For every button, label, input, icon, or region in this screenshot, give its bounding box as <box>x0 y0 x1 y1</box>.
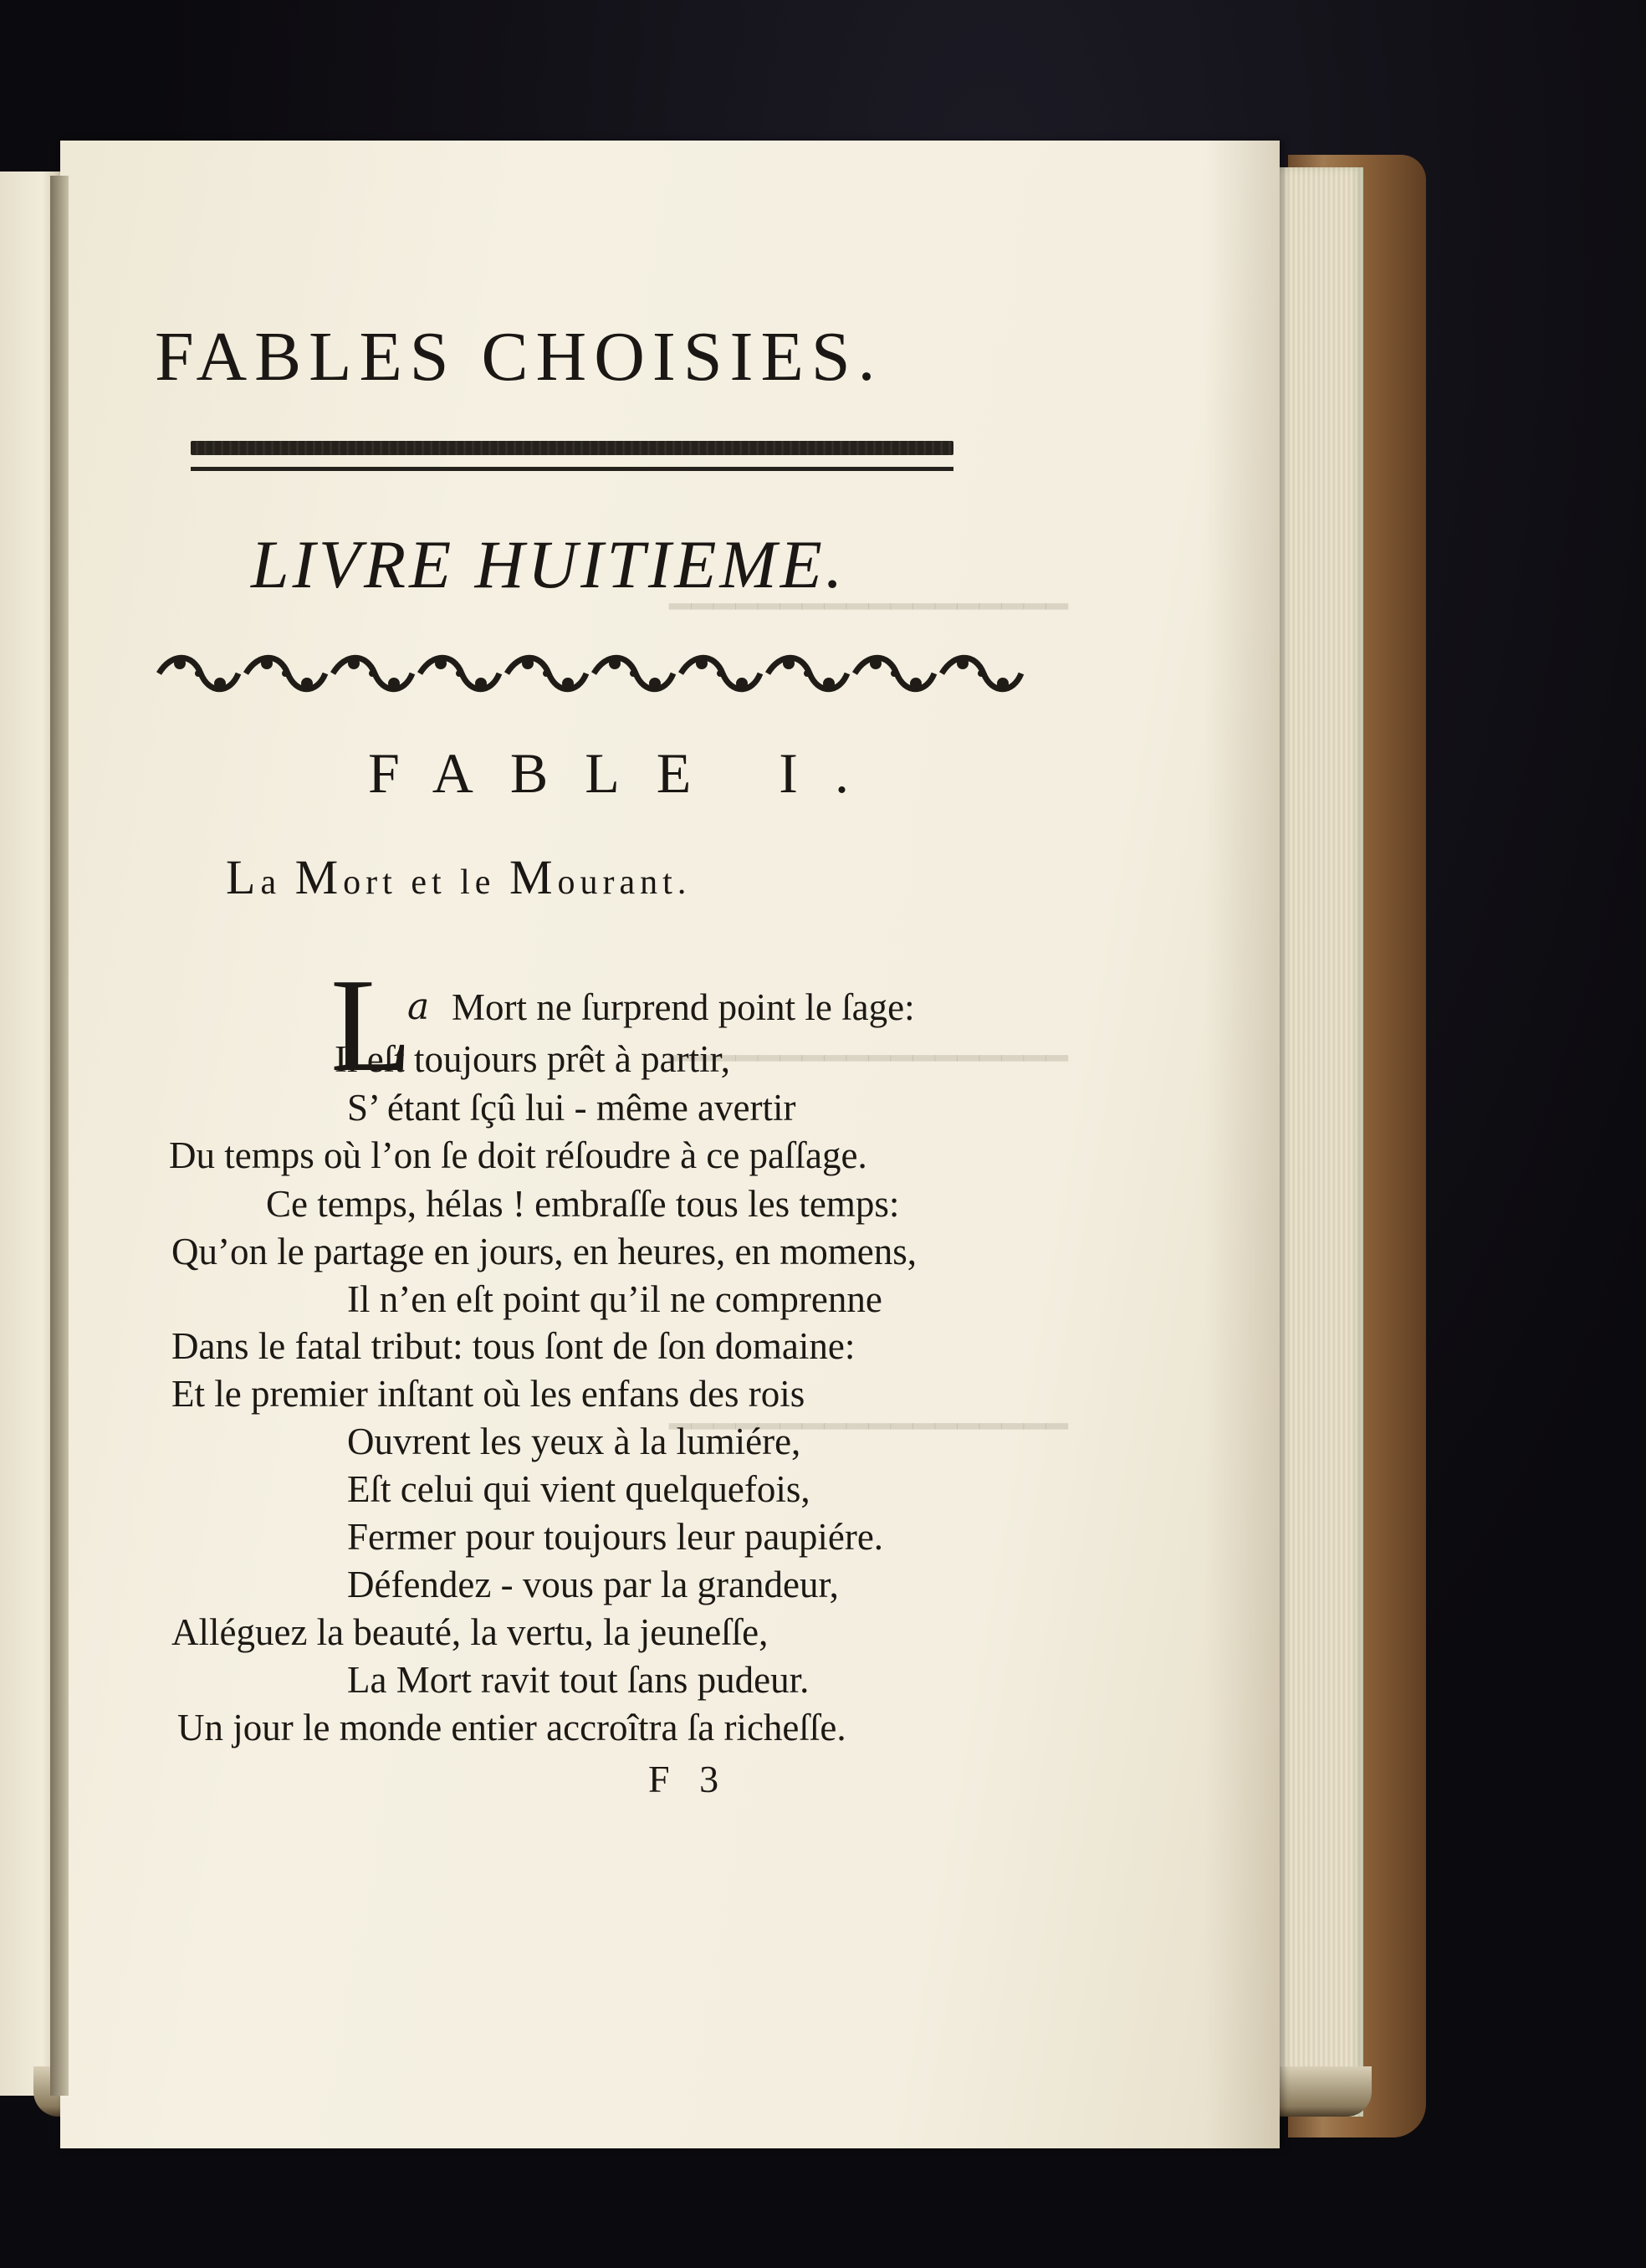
poem-line: Fermer pour toujours leur paupiére. <box>347 1516 884 1558</box>
poem-line: La Mort ravit tout ſans pudeur. <box>347 1659 810 1701</box>
fleuron-ornament-band <box>155 648 1029 699</box>
page-gutter <box>50 176 69 2096</box>
book-title: LIVRE HUITIEME. <box>251 526 846 602</box>
fable-title-smallcaps: ort et le <box>343 863 509 902</box>
poem-line: Qu’on le partage en jours, en heures, en momens, <box>171 1231 917 1272</box>
poem-line: Il n’en eſt point qu’il ne comprenne <box>347 1278 882 1320</box>
poem-line: Eſt celui qui vient quelquefois, <box>347 1468 810 1510</box>
poem-line: S’ étant ſçû lui - même avertir <box>347 1087 796 1129</box>
poem-line: Ouvrent les yeux à la lumiére, <box>347 1421 801 1462</box>
double-rule-thin <box>191 467 953 471</box>
bleed-through-decoration: ━━━━━━━━━━━━━━━━━━ <box>669 586 1068 627</box>
double-rule-thick <box>191 441 953 455</box>
fable-title-cap: M <box>509 850 558 904</box>
signature-mark: F 3 <box>648 1758 729 1800</box>
fable-number: FABLE I. <box>368 741 886 805</box>
fable-title-cap: L <box>226 850 261 904</box>
poem-line: Alléguez la beauté, la vertu, la jeuneſſe, <box>171 1611 769 1653</box>
poem-line: Du temps où l’on ſe doit réſoudre à ce paſſage. <box>169 1134 867 1176</box>
bleed-through-decoration: ━━━━━━━━━━━━━━━━━━ <box>669 1038 1068 1079</box>
poem-line: Ce temps, hélas ! embraſſe tous les temps: <box>266 1183 900 1225</box>
running-head: FABLES CHOISIES. <box>155 318 883 396</box>
poem-line: Et le premier inſtant où les enfans des rois <box>171 1373 805 1415</box>
fable-title-cap: M <box>294 850 344 904</box>
fable-title-smallcaps: ourant. <box>557 863 692 902</box>
page-shade <box>1204 141 1280 2148</box>
poem-line: Un jour le monde entier accroîtra ſa richeſſe. <box>177 1707 846 1748</box>
fable-title-smallcaps: a <box>260 863 295 902</box>
bleed-through-decoration: ━━━━━━━━━━━━━━━━━━ <box>669 1406 1068 1447</box>
fable-title <box>226 849 691 905</box>
drop-cap-follow-letter: a <box>407 986 430 1028</box>
poem-line: Défendez - vous par la grandeur, <box>347 1564 839 1605</box>
poem-line: Dans le fatal tribut: tous ſont de ſon domaine: <box>171 1325 856 1367</box>
drop-cap: L <box>330 950 412 1099</box>
poem-line: Il eſt toujours prêt à partir, <box>335 1038 731 1080</box>
poem-line: Mort ne ſurprend point le ſage: <box>452 986 915 1028</box>
